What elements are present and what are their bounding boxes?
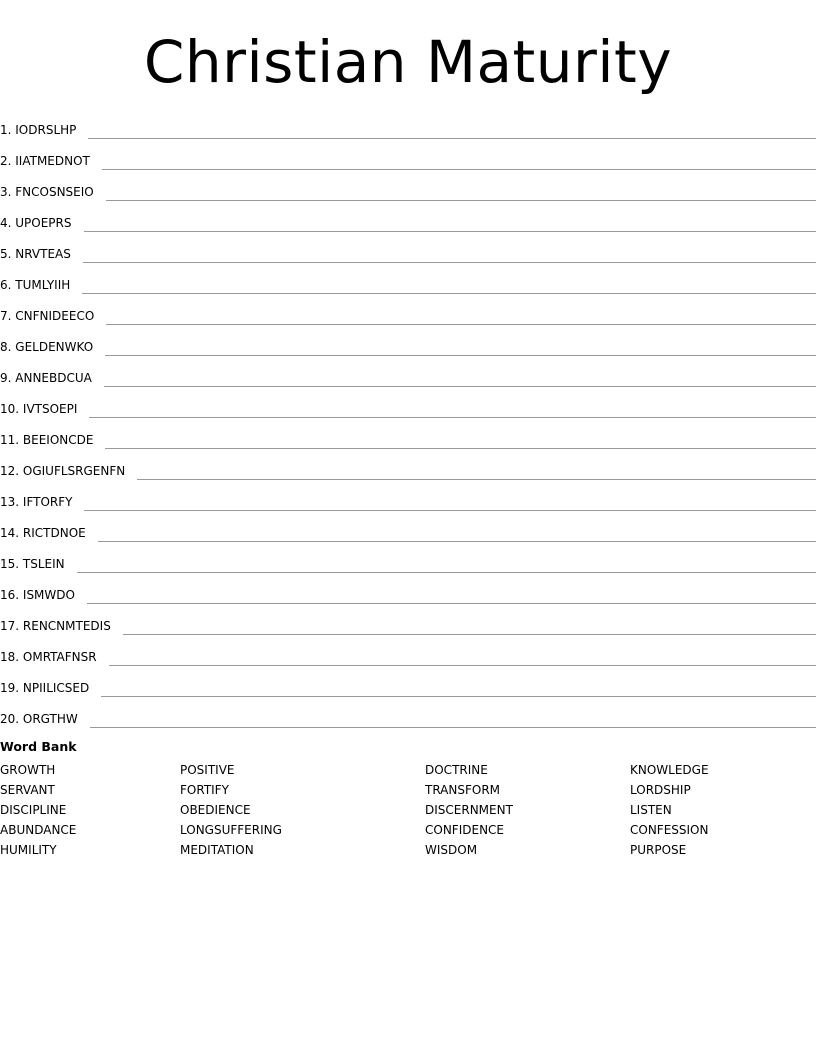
question-row (0, 171, 816, 202)
question-row (0, 326, 816, 357)
answer-line[interactable] (82, 293, 816, 294)
question-row (0, 388, 816, 419)
scrambled-word: 20. ORGTHW (0, 712, 78, 726)
question-row (0, 450, 816, 481)
scrambled-word: 6. TUMLYIIH (0, 278, 71, 292)
answer-line[interactable] (123, 634, 816, 635)
question-row (0, 357, 816, 388)
answer-line[interactable] (109, 665, 816, 666)
word-bank-item: TRANSFORM (425, 783, 501, 797)
word-bank-item: CONFIDENCE (425, 823, 505, 837)
scrambled-word: 17. RENCNMTEDIS (0, 619, 111, 633)
answer-line[interactable] (84, 510, 816, 511)
scrambled-word: 19. NPIILICSED (0, 681, 90, 695)
answer-line[interactable] (105, 448, 816, 449)
word-bank-item: POSITIVE (180, 763, 235, 777)
question-row (0, 667, 816, 698)
question-row (0, 109, 816, 140)
question-row (0, 233, 816, 264)
word-bank-item: DISCIPLINE (0, 803, 67, 817)
question-row (0, 481, 816, 512)
word-bank-item: CONFESSION (630, 823, 709, 837)
word-bank-item: SERVANT (0, 783, 55, 797)
scrambled-word: 14. RICTDNOE (0, 526, 86, 540)
scrambled-word: 8. GELDENWKO (0, 340, 94, 354)
question-row (0, 202, 816, 233)
answer-line[interactable] (89, 417, 816, 418)
answer-line[interactable] (104, 386, 816, 387)
answer-line[interactable] (106, 324, 816, 325)
word-bank-title: Word Bank (0, 739, 77, 754)
scrambled-word: 13. IFTORFY (0, 495, 73, 509)
answer-line[interactable] (137, 479, 816, 480)
scrambled-word: 4. UPOEPRS (0, 216, 72, 230)
answer-line[interactable] (88, 138, 816, 139)
word-bank-item: WISDOM (425, 843, 478, 857)
question-row (0, 295, 816, 326)
answer-line[interactable] (105, 355, 816, 356)
answer-line[interactable] (90, 727, 816, 728)
word-bank-item: LORDSHIP (630, 783, 691, 797)
question-list (0, 109, 816, 729)
scrambled-word: 9. ANNEBDCUA (0, 371, 92, 385)
word-bank-item: FORTIFY (180, 783, 229, 797)
answer-line[interactable] (77, 572, 816, 573)
question-row (0, 543, 816, 574)
question-row (0, 698, 816, 729)
word-bank-item: GROWTH (0, 763, 56, 777)
page-title: Christian Maturity (143, 28, 673, 96)
scrambled-word: 12. OGIUFLSRGENFN (0, 464, 126, 478)
question-row (0, 512, 816, 543)
word-bank-item: DISCERNMENT (425, 803, 513, 817)
answer-line[interactable] (87, 603, 816, 604)
scrambled-word: 7. CNFNIDEECO (0, 309, 95, 323)
answer-line[interactable] (84, 231, 816, 232)
word-bank-item: MEDITATION (180, 843, 254, 857)
scrambled-word: 11. BEEIONCDE (0, 433, 94, 447)
word-bank-item: DOCTRINE (425, 763, 488, 777)
answer-line[interactable] (98, 541, 816, 542)
question-row (0, 605, 816, 636)
question-row (0, 574, 816, 605)
word-bank-item: PURPOSE (630, 843, 687, 857)
scrambled-word: 5. NRVTEAS (0, 247, 71, 261)
scrambled-word: 15. TSLEIN (0, 557, 65, 571)
scrambled-word: 1. IODRSLHP (0, 123, 77, 137)
scrambled-word: 10. IVTSOEPI (0, 402, 78, 416)
scrambled-word: 2. IIATMEDNOT (0, 154, 90, 168)
word-bank-column (630, 760, 709, 860)
answer-line[interactable] (83, 262, 816, 263)
scrambled-word: 3. FNCOSNSEIO (0, 185, 94, 199)
word-bank-column (180, 760, 282, 860)
answer-line[interactable] (106, 200, 816, 201)
question-row (0, 636, 816, 667)
word-bank-item: HUMILITY (0, 843, 57, 857)
scrambled-word: 16. ISMWDO (0, 588, 75, 602)
answer-line[interactable] (102, 169, 816, 170)
word-bank-item: LONGSUFFERING (180, 823, 282, 837)
word-bank-item: ABUNDANCE (0, 823, 77, 837)
word-bank-item: KNOWLEDGE (630, 763, 709, 777)
word-bank-item: OBEDIENCE (180, 803, 251, 817)
question-row (0, 140, 816, 171)
scrambled-word: 18. OMRTAFNSR (0, 650, 97, 664)
answer-line[interactable] (101, 696, 816, 697)
question-row (0, 419, 816, 450)
word-bank-column (425, 760, 513, 860)
word-bank-item: LISTEN (630, 803, 672, 817)
question-row (0, 264, 816, 295)
word-bank-column (0, 760, 76, 860)
